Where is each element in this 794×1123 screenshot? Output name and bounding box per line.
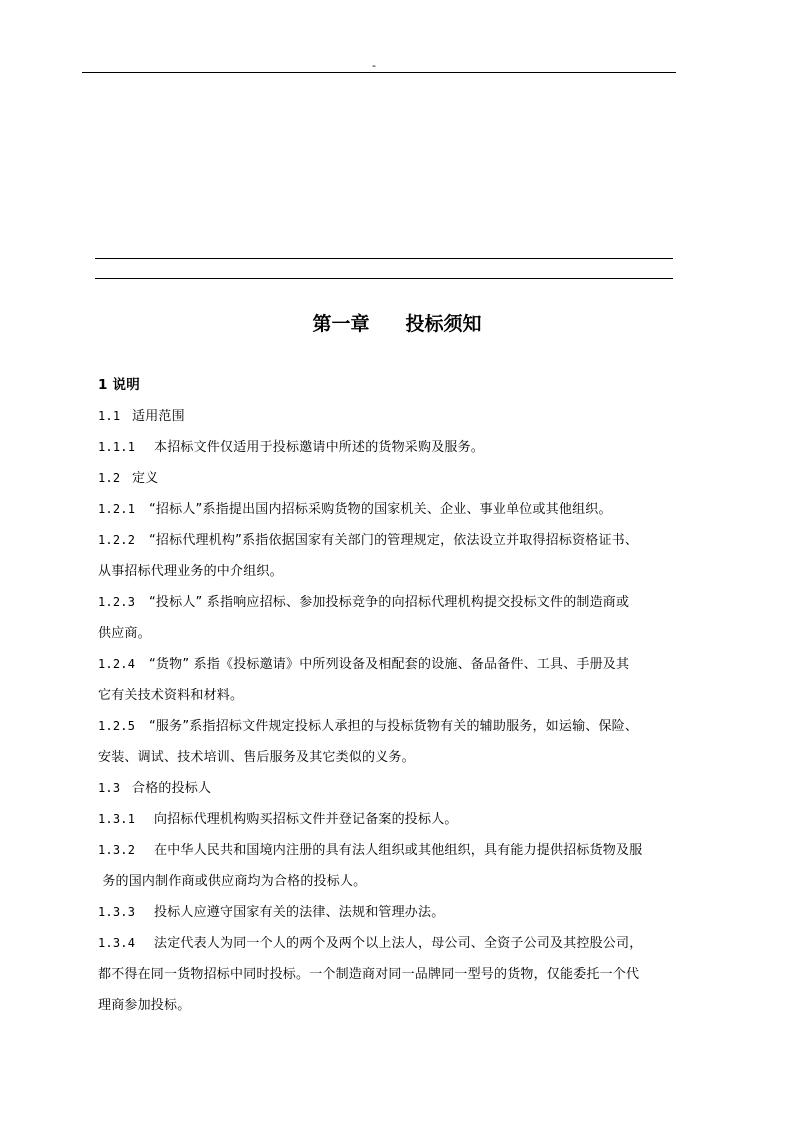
clause-1-2 (98, 463, 678, 494)
document-body (98, 370, 678, 1021)
clause-1-3-2-cont: 务的国内制作商或供应商均为合格的投标人。 (98, 874, 367, 889)
clause-number: 1.3.4 (98, 936, 136, 950)
clause-1-3-4 (98, 928, 678, 959)
clause-number: 1.2.2 (98, 533, 136, 547)
clause-1-3-4-cont: 都不得在同一货物招标中同时投标。一个制造商对同一品牌同一型号的货物，仅能委托一个代 (98, 967, 640, 982)
divider-top (95, 258, 673, 259)
clause-1-2-2 (98, 525, 678, 556)
clause-text: “招标人”系指提出国内招标采购货物的国家机关、企业、事业单位或其他组织。 (149, 502, 612, 517)
divider-bottom (95, 278, 673, 279)
clause-1-3-4-cont2: 理商参加投标。 (98, 998, 191, 1013)
section-heading: 1 说明 (98, 377, 140, 393)
clause-number: 1.3.1 (98, 812, 136, 826)
clause-text: “投标人” 系指响应招标、参加投标竞争的向招标代理机构提交投标文件的制造商或 (149, 595, 630, 610)
clause-number: 1.3.2 (98, 843, 136, 857)
clause-number: 1.3 (98, 781, 121, 795)
clause-1-3-2 (98, 835, 678, 866)
clause-number: 1.2.3 (98, 595, 136, 609)
clause-number: 1.3.3 (98, 905, 136, 919)
clause-text: 在中华人民共和国境内注册的具有法人组织或其他组织，具有能力提供招标货物及服 (154, 843, 643, 858)
clause-1-2-3-cont: 供应商。 (98, 626, 151, 641)
clause-text: 向招标代理机构购买招标文件并登记备案的投标人。 (154, 812, 458, 827)
clause-number: 1.2.4 (98, 657, 136, 671)
clause-1-2-4-cont: 它有关技术资料和材料。 (98, 688, 244, 703)
clause-1-1-1 (98, 432, 678, 463)
chapter-number: 第一章 (312, 313, 370, 335)
clause-text: 合格的投标人 (132, 781, 212, 796)
clause-1-2-4 (98, 649, 678, 680)
clause-text: 法定代表人为同一个人的两个及两个以上法人，母公司、全资子公司及其控股公司， (154, 936, 643, 951)
clause-1-2-5-cont: 安装、调试、技术培训、售后服务及其它类似的义务。 (98, 750, 415, 765)
chapter-name: 投标须知 (405, 313, 482, 335)
clause-text: 适用范围 (132, 409, 185, 424)
clause-1-2-5 (98, 711, 678, 742)
clause-1-3-1 (98, 804, 678, 835)
clause-text: 本招标文件仅适用于投标邀请中所述的货物采购及服务。 (154, 440, 485, 455)
clause-1-1 (98, 401, 678, 432)
clause-number: 1.2 (98, 471, 121, 485)
clause-text: 投标人应遵守国家有关的法律、法规和管理办法。 (154, 905, 445, 920)
header-rule (82, 72, 676, 73)
clause-text: 定义 (132, 471, 159, 486)
clause-1-2-1 (98, 494, 678, 525)
clause-text: “货物” 系指《投标邀请》中所列设备及相配套的设施、备品备件、工具、手册及其 (149, 657, 630, 672)
clause-1-2-2-cont: 从事招标代理业务的中介组织。 (98, 564, 283, 579)
header-mark: - (372, 59, 376, 72)
clause-1-3-3 (98, 897, 678, 928)
clause-number: 1.2.5 (98, 719, 136, 733)
clause-number: 1.2.1 (98, 502, 136, 516)
clause-number: 1.1 (98, 409, 121, 423)
clause-1-3 (98, 773, 678, 804)
clause-number: 1.1.1 (98, 440, 136, 454)
clause-1-2-3 (98, 587, 678, 618)
chapter-title (0, 312, 794, 336)
clause-text: “招标代理机构”系指依据国家有关部门的管理规定，依法设立并取得招标资格证书、 (149, 533, 639, 548)
clause-text: “服务”系指招标文件规定投标人承担的与投标货物有关的辅助服务，如运输、保险、 (149, 719, 639, 734)
